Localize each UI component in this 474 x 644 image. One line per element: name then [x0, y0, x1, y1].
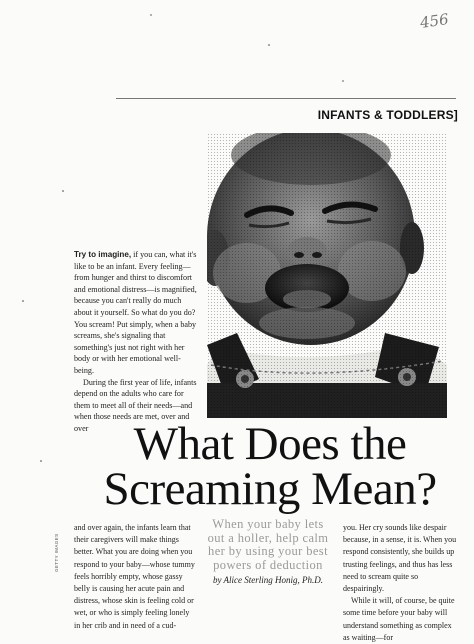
author-byline: by Alice Sterling Honig, Ph.D.: [212, 575, 324, 585]
headline-line-1: What Does the: [133, 418, 407, 470]
section-label: INFANTS & TODDLERS]: [317, 108, 458, 122]
scan-speck: [40, 460, 42, 462]
scan-speck: [342, 80, 344, 82]
scan-speck: [62, 190, 64, 192]
intro-paragraph-1-body: if you can, what it's like to be an infant. Every feeling—from hunger and thirst to discomfort and emotional distress—is magnified, because you can't really do much about it yourself. So what do you do? You scream! Put simply, when a baby screams, she's signaling that something's just not right with her body or with her emotional well-being.: [74, 250, 197, 375]
column-3-paragraph-1: you. Her cry sounds like despair because, in a sense, it is. When you respond consistently, she builds up trusting feelings, and thus has less need to scream quite so despairingly.: [343, 523, 457, 594]
scan-speck: [268, 44, 270, 46]
crying-baby-illustration: [207, 133, 447, 418]
article-headline: [90, 418, 450, 515]
column-3-paragraph-2: While it will, of course, be quite some time before your baby will understand something as complex as waiting—for: [343, 596, 455, 642]
intro-paragraph-1: [74, 249, 198, 377]
header-rule: [116, 98, 456, 99]
photo-credit: GETTY IMAGES: [54, 533, 59, 572]
body-column-3: [343, 522, 459, 644]
scan-speck: [150, 14, 152, 16]
headline-line-2: Screaming Mean?: [103, 463, 437, 515]
scan-speck: [22, 300, 24, 302]
body-column-1: [74, 522, 196, 632]
handwritten-page-number: 456: [418, 10, 450, 32]
intro-lead: Try to imagine,: [74, 250, 132, 259]
intro-text: [74, 249, 198, 435]
pull-quote: When your baby lets out a holler, help calm her by using your best powers of deduction: [207, 517, 329, 572]
intro-paragraph-2: During the first year of life, infants depend on the adults who care for them to meet all of their needs—and when those needs are met, over and over: [74, 377, 197, 433]
column-1-paragraph: and over again, the infants learn that their caregivers will make things better. What you are doing when you respond to your baby—whose tummy feels horribly empty, whose gassy belly is causing her acute pain and distress, whose skin is feeling cold or wet, or who is simply feeling lonely in her crib and in need of a cud-: [74, 523, 195, 630]
pull-quote-block: [206, 518, 330, 585]
crying-baby-photo: [207, 133, 447, 418]
